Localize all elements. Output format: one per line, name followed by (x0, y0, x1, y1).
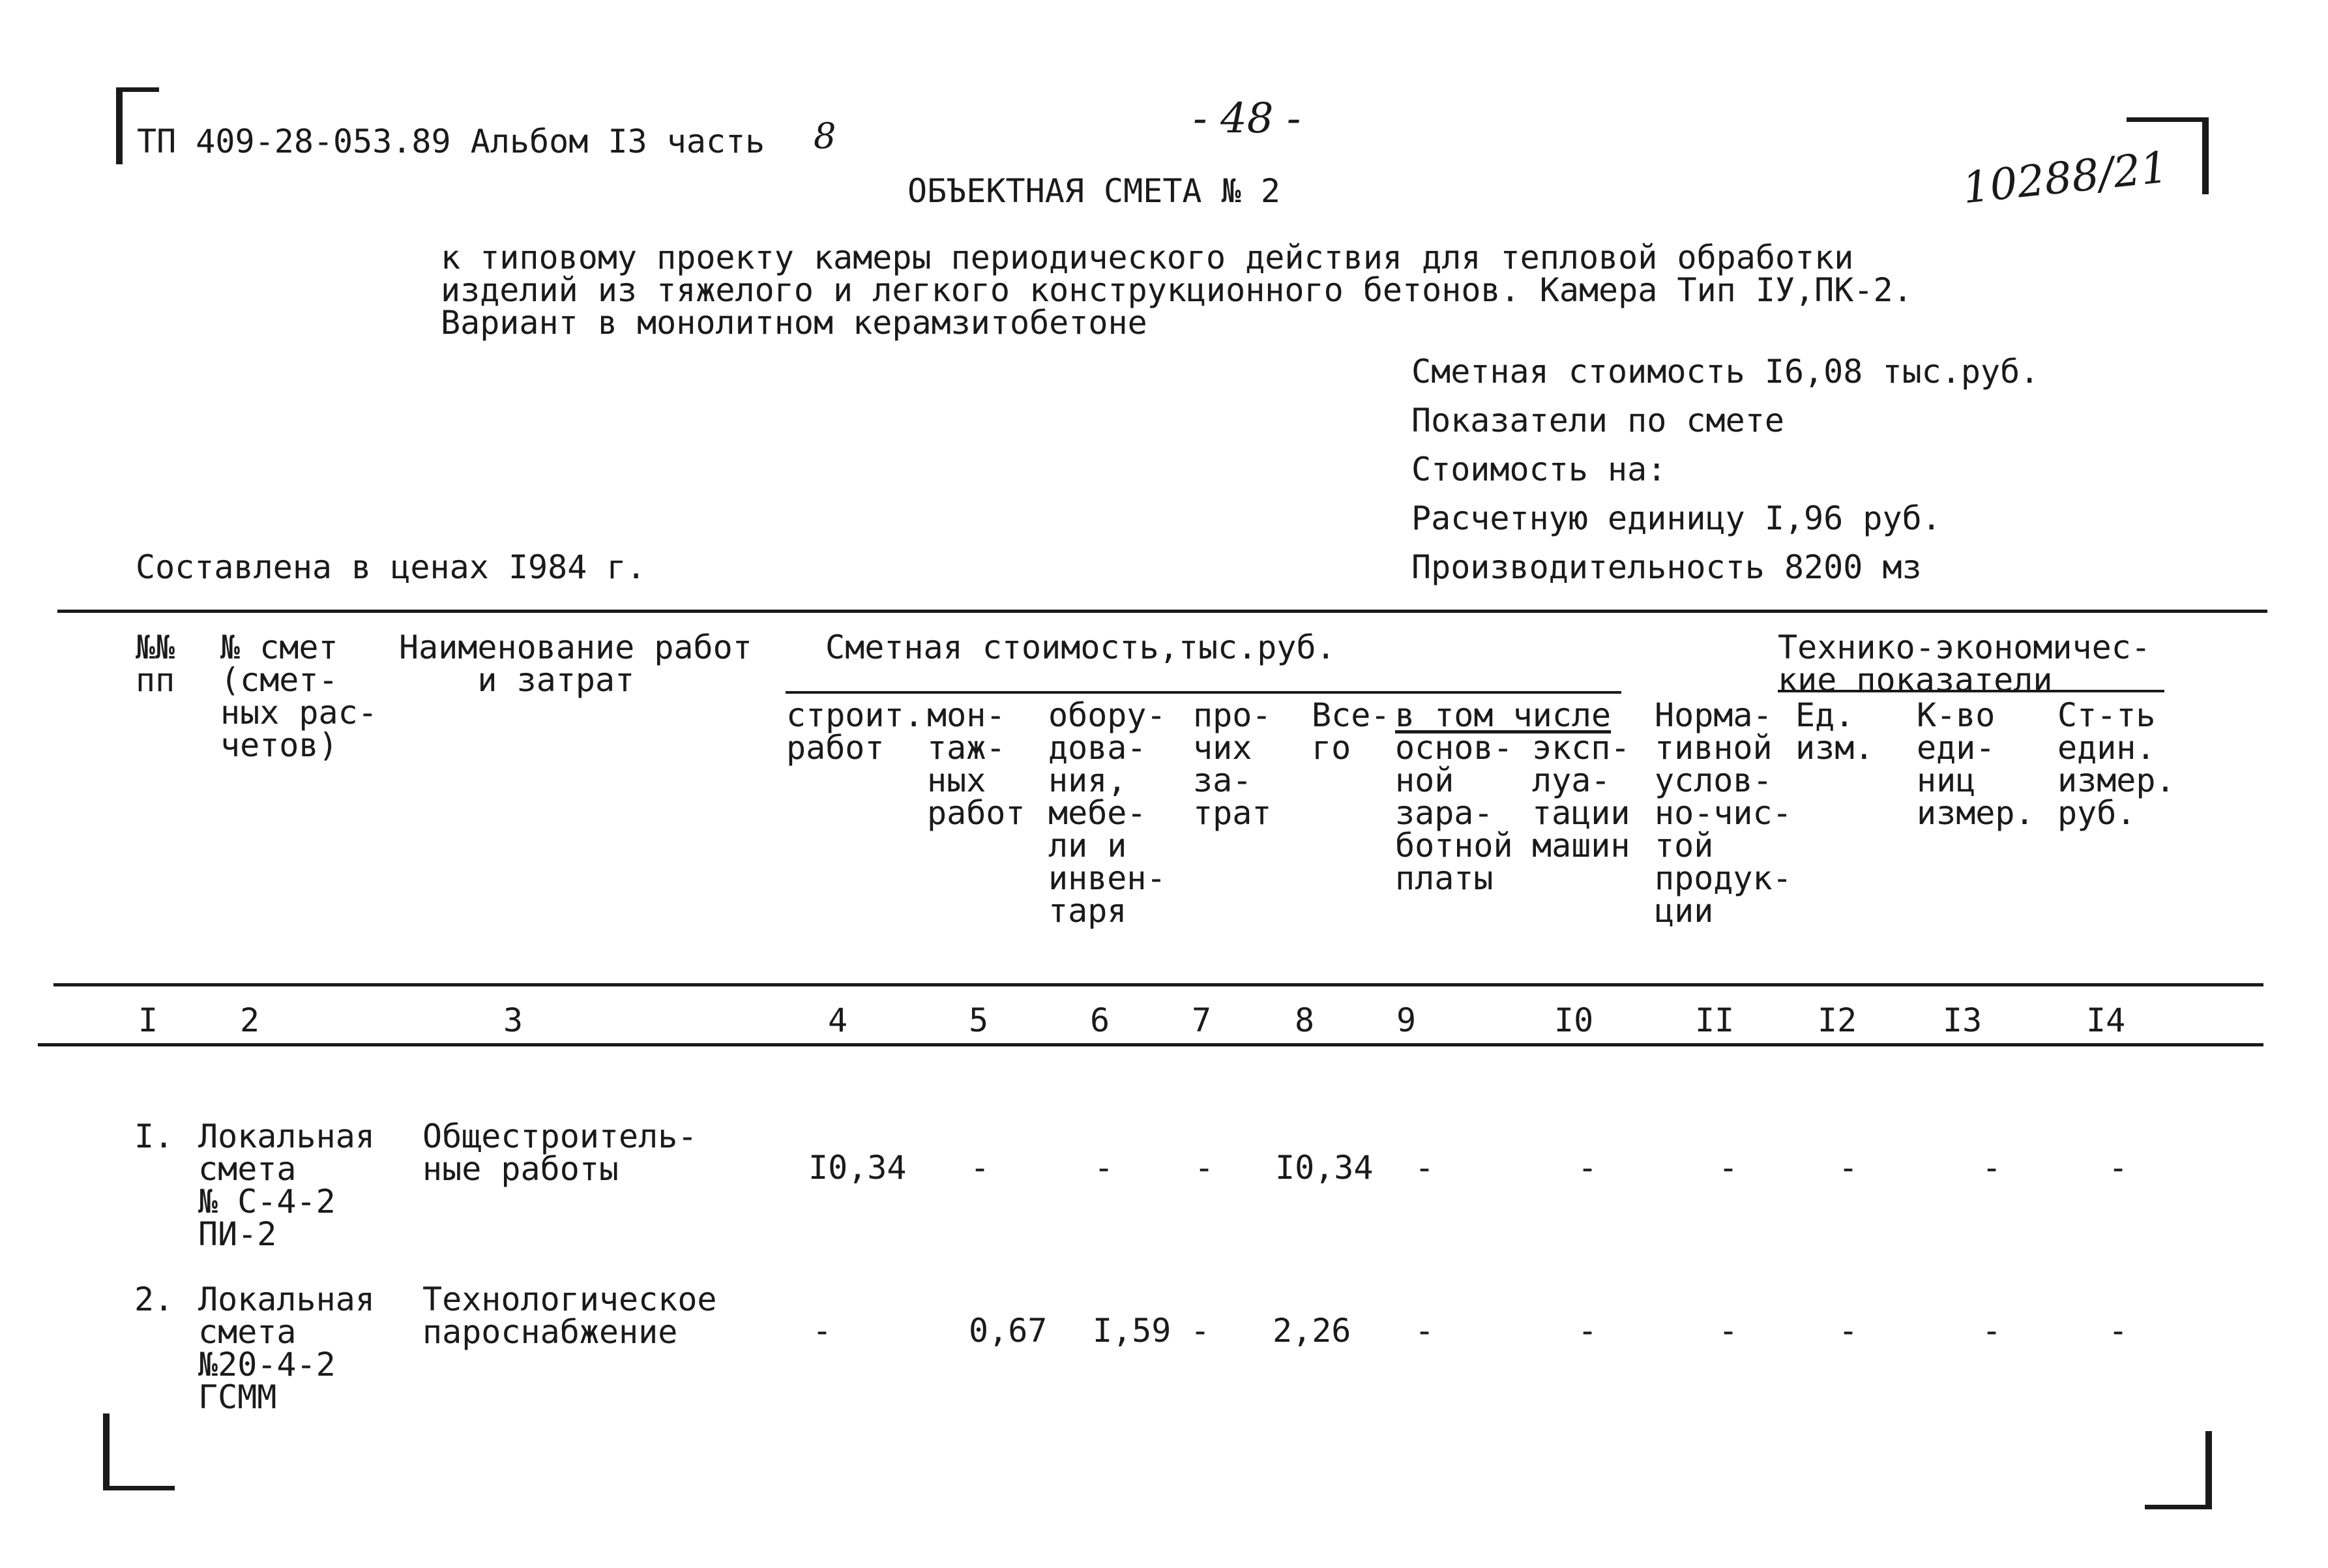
header-construction-works: строит. работ (786, 696, 924, 767)
table-top-rule (57, 610, 2267, 613)
document-code: ТП 409-28-053.89 Альбом I3 часть (137, 123, 765, 160)
header-unit-cost: Ст-ть един. измер. руб. (2057, 696, 2175, 832)
col-number-11: II (1695, 1001, 1735, 1039)
row-normative-output: - (1718, 1312, 1739, 1350)
row-construction-cost: I0,34 (808, 1149, 907, 1187)
col-number-5: 5 (969, 1001, 989, 1039)
header-normative-output: Норма- тивной услов- но-чис- той продук- ции (1655, 696, 1792, 930)
header-machine-operation: эксп- луа- тации машин (1532, 729, 1630, 865)
col-number-14: I4 (2086, 1001, 2126, 1039)
corner-bracket-top-right-h (2127, 117, 2209, 122)
row-base-salary: - (1415, 1312, 1435, 1350)
row-number: I. (134, 1117, 174, 1155)
indicators-label: Показатели по смете (1411, 402, 1784, 439)
row-work-name: Общестроитель- ные работы (422, 1117, 698, 1188)
col-number-3: 3 (503, 1001, 523, 1039)
row-unit-cost: - (2108, 1312, 2129, 1350)
header-unit-count: К-во еди- ниц измер. (1917, 696, 2035, 832)
row-unit-cost: - (2108, 1149, 2129, 1187)
header-total: Все- го (1312, 696, 1391, 767)
row-base-salary: - (1415, 1149, 1435, 1187)
column-numbers-bottom-rule (38, 1043, 2263, 1046)
corner-bracket-bottom-right-h (2145, 1505, 2212, 1509)
row-total-cost: I0,34 (1275, 1149, 1374, 1187)
row-machine-operation: - (1578, 1312, 1598, 1350)
part-number: 8 (814, 115, 836, 156)
row-installation-cost: 0,67 (969, 1312, 1048, 1350)
row-number: 2. (134, 1280, 174, 1318)
header-tech-group: Технико-экономичес- кие показатели (1778, 629, 2151, 699)
col-number-8: 8 (1295, 1001, 1315, 1039)
col-number-9: 9 (1396, 1001, 1417, 1039)
description-line-3: Вариант в монолитном керамзитобетоне (441, 304, 1147, 342)
header-cost-group: Сметная стоимость,тыс.руб. (825, 629, 1336, 666)
col-number-6: 6 (1090, 1001, 1110, 1039)
estimate-title: ОБЪЕКТНАЯ СМЕТА № 2 (907, 172, 1280, 210)
col-number-2: 2 (240, 1001, 260, 1039)
col-number-13: I3 (1943, 1001, 1982, 1039)
col-number-10: I0 (1554, 1001, 1594, 1039)
col-number-7: 7 (1192, 1001, 1212, 1039)
archive-number: 10288/21 (1960, 141, 2171, 214)
corner-bracket-top-left-h (116, 87, 159, 92)
col-number-4: 4 (828, 1001, 848, 1039)
corner-bracket-top-left (116, 87, 123, 164)
row-unit: - (1838, 1312, 1859, 1350)
corner-bracket-bottom-left (103, 1413, 110, 1490)
row-normative-output: - (1718, 1149, 1739, 1187)
header-estimate-number: № смет (смет- ных рас- четов) (220, 629, 377, 764)
col-number-1: I (138, 1001, 158, 1039)
description-line-2: изделий из тяжелого и легкого конструкционного бетонов. Камера Тип IУ,ПК-2. (441, 271, 1913, 309)
description-line-1: к типовому проекту камеры периодического действия для тепловой обработки (441, 239, 1854, 276)
row-total-cost: 2,26 (1273, 1312, 1351, 1350)
row-estimate: Локальная смета № С-4-2 ПИ-2 (198, 1117, 375, 1253)
header-base-salary: основ- ной зара- ботной платы (1395, 729, 1513, 897)
capacity: Производительность 8200 мз (1411, 548, 1922, 586)
header-including: в том числе (1395, 696, 1612, 734)
corner-bracket-top-right (2202, 117, 2209, 194)
row-other-cost: - (1194, 1149, 1215, 1187)
row-installation-cost: - (970, 1149, 990, 1187)
corner-bracket-bottom-left-h (103, 1486, 175, 1490)
row-equipment-cost: - (1094, 1149, 1114, 1187)
header-unit: Ед. изм. (1795, 696, 1874, 767)
col-number-12: I2 (1818, 1001, 1857, 1039)
row-unit-count: - (1982, 1312, 2002, 1350)
page-number: - 48 - (1193, 95, 1301, 143)
row-estimate: Локальная смета №20-4-2 ГСММ (198, 1280, 375, 1416)
row-construction-cost: - (812, 1312, 832, 1350)
cost-for-label: Стоимость на: (1411, 451, 1667, 488)
row-unit-count: - (1982, 1149, 2002, 1187)
estimated-cost: Сметная стоимость I6,08 тыс.руб. (1411, 353, 2040, 391)
corner-bracket-bottom-right (2205, 1431, 2212, 1509)
column-numbers-top-rule (53, 983, 2263, 986)
unit-cost: Расчетную единицу I,96 руб. (1411, 499, 1941, 537)
row-machine-operation: - (1578, 1149, 1598, 1187)
cost-group-rule (786, 691, 1621, 694)
row-work-name: Технологическое пароснабжение (422, 1280, 717, 1351)
prices-note: Составлена в ценах I984 г. (136, 548, 646, 586)
row-other-cost: - (1190, 1312, 1211, 1350)
header-installation-works: мон- таж- ных работ (927, 696, 1025, 832)
header-equipment: обору- дова- ния, мебе- ли и инвен- таря (1048, 696, 1166, 930)
row-unit: - (1838, 1149, 1859, 1187)
row-equipment-cost: I,59 (1093, 1312, 1171, 1350)
header-row-number: №№ пп (136, 629, 175, 699)
header-other-costs: про- чих за- трат (1193, 696, 1272, 832)
header-work-name: Наименование работ и затрат (399, 629, 752, 699)
